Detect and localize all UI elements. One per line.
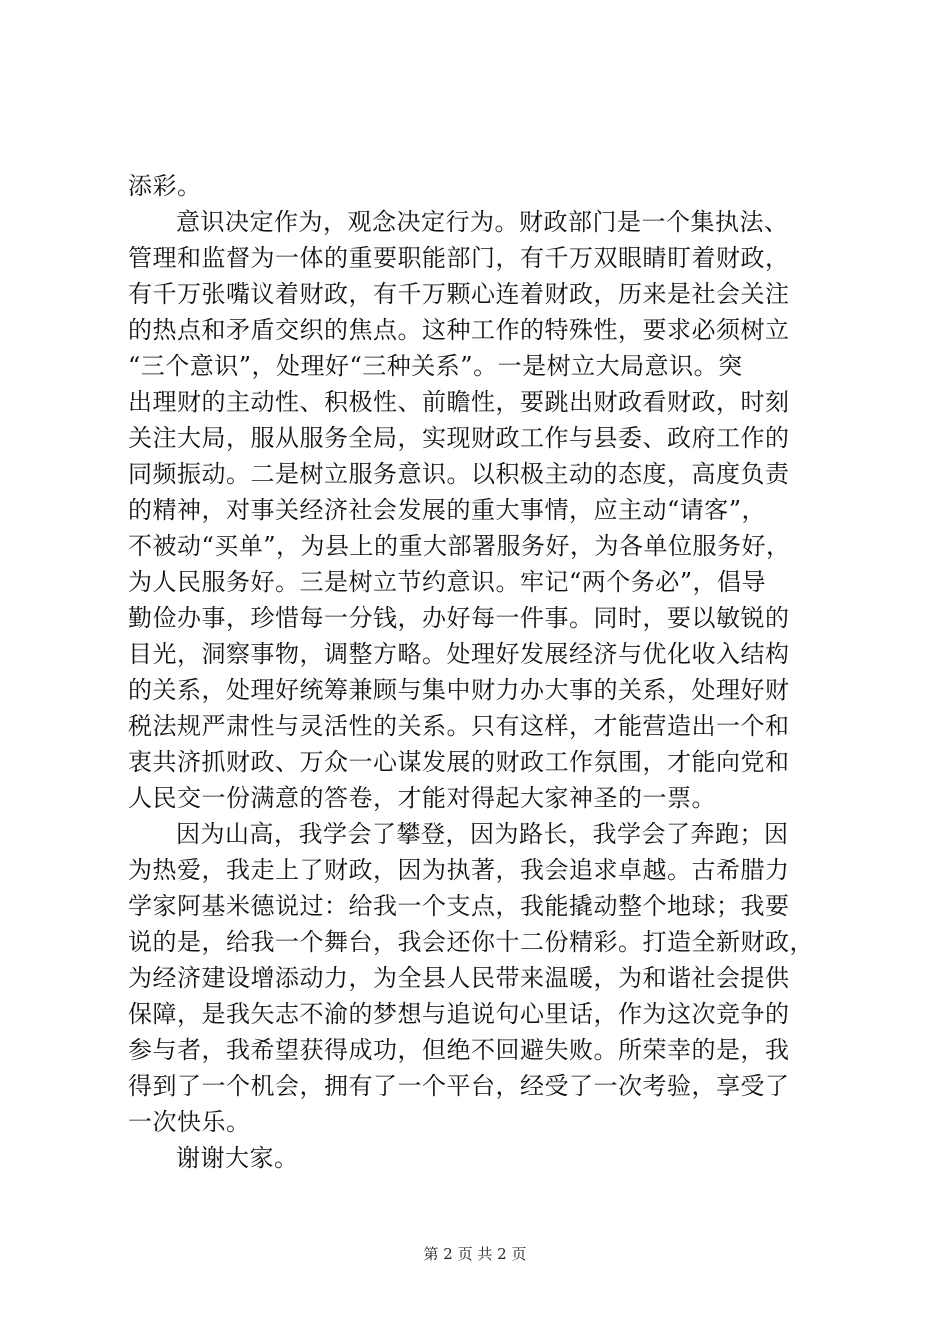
text-line: 谢谢大家。: [176, 1144, 299, 1172]
text-line: 有千万张嘴议着财政，有千万颗心连着财政，历来是社会关注: [128, 280, 790, 308]
text-line: 为经济建设增添动力，为全县人民带来温暖，为和谐社会提供: [128, 964, 790, 992]
text-line: 的关系，处理好统筹兼顾与集中财力办大事的关系，处理好财: [128, 676, 790, 704]
text-line: 不被动“买单”，为县上的重大部署服务好，为各单位服务好，: [128, 532, 791, 560]
text-line: 保障，是我矢志不渝的梦想与追说句心里话，作为这次竞争的: [128, 1000, 790, 1028]
text-line: 的精神，对事关经济社会发展的重大事情，应主动“请客”，: [128, 496, 767, 524]
text-line: 为热爱，我走上了财政，因为执著，我会追求卓越。古希腊力: [128, 856, 790, 884]
text-line: 说的是，给我一个舞台，我会还你十二份精彩。打造全新财政，: [128, 928, 814, 956]
page-number-footer: 第 2 页 共 2 页: [423, 1245, 527, 1263]
text-line: 管理和监督为一体的重要职能部门，有千万双眼睛盯着财政，: [128, 244, 790, 272]
text-line: 学家阿基米德说过：给我一个支点，我能撬动整个地球；我要: [128, 892, 790, 920]
text-line: “三个意识”，处理好“三种关系”。一是树立大局意识。突: [128, 352, 743, 380]
document-body: [128, 168, 840, 1176]
text-line: 勤俭办事，珍惜每一分钱，办好每一件事。同时，要以敏锐的: [128, 604, 790, 632]
text-line: 为人民服务好。三是树立节约意识。牢记“两个务必”，倡导: [128, 568, 767, 596]
text-line: 衷共济抓财政、万众一心谋发展的财政工作氛围，才能向党和: [128, 748, 790, 776]
text-line: 得到了一个机会，拥有了一个平台，经受了一次考验，享受了: [128, 1072, 790, 1100]
text-line: 添彩。: [128, 172, 202, 200]
text-line: 一次快乐。: [128, 1108, 251, 1136]
text-line: 的热点和矛盾交织的焦点。这种工作的特殊性，要求必须树立: [128, 316, 790, 344]
text-line: 同频振动。二是树立服务意识。以积极主动的态度，高度负责: [128, 460, 790, 488]
text-line: 出理财的主动性、积极性、前瞻性，要跳出财政看财政，时刻: [128, 388, 790, 416]
text-line: 人民交一份满意的答卷，才能对得起大家神圣的一票。: [128, 784, 716, 812]
text-line: 目光，洞察事物，调整方略。处理好发展经济与优化收入结构: [128, 640, 790, 668]
text-line: 关注大局，服从服务全局，实现财政工作与县委、政府工作的: [128, 424, 790, 452]
text-line: 意识决定作为，观念决定行为。财政部门是一个集执法、: [176, 208, 789, 236]
text-line: 税法规严肃性与灵活性的关系。只有这样，才能营造出一个和: [128, 712, 790, 740]
text-line: 因为山高，我学会了攀登，因为路长，我学会了奔跑；因: [176, 820, 789, 848]
text-line: 参与者，我希望获得成功，但绝不回避失败。所荣幸的是，我: [128, 1036, 790, 1064]
